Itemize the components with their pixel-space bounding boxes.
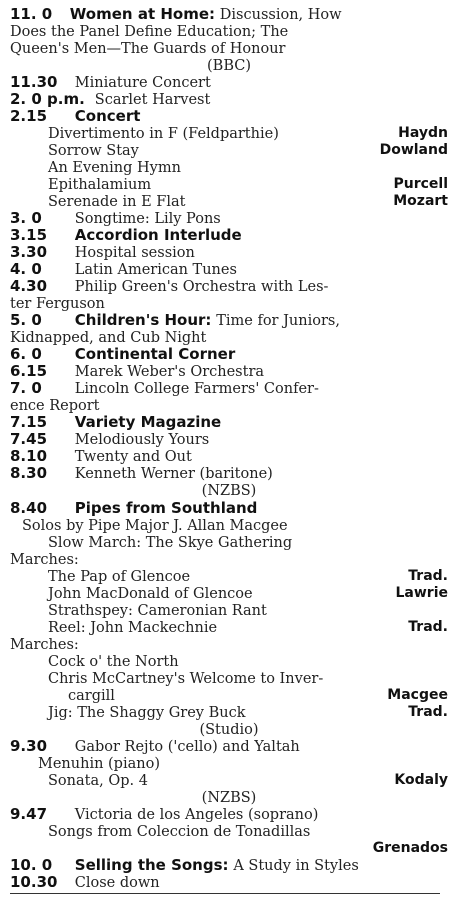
listing-line xyxy=(10,193,448,210)
time: 8.30 xyxy=(10,464,48,482)
programme-text: Sorrow Stay xyxy=(48,143,139,159)
listing-line xyxy=(10,278,448,295)
programme-text: Epithalamium xyxy=(48,177,152,193)
listing-line xyxy=(10,40,448,57)
listing-line xyxy=(10,500,448,517)
listing-line xyxy=(10,312,448,329)
listing-line xyxy=(10,295,448,312)
time: 7. 0 xyxy=(10,379,42,397)
listing-line xyxy=(10,108,448,125)
composer: Purcell xyxy=(393,176,448,192)
listing-line xyxy=(10,636,448,653)
time: 7.15 xyxy=(10,413,48,431)
listing-line xyxy=(10,738,448,755)
listing-line xyxy=(10,551,448,568)
listing-line xyxy=(10,465,448,482)
programme-text: Scarlet Harvest xyxy=(94,92,211,108)
programme-text: Discussion, How xyxy=(219,7,342,23)
composer: Trad. xyxy=(408,619,448,635)
listing-line xyxy=(10,517,448,534)
composer: Grenados xyxy=(372,840,448,856)
programme-text: John MacDonald of Glencoe xyxy=(48,586,253,602)
programme-text: An Evening Hymn xyxy=(48,160,181,176)
programme-text: Latin American Tunes xyxy=(74,262,237,278)
programme-text: ter Ferguson xyxy=(10,296,105,312)
programme-text: Close down xyxy=(74,875,160,891)
programme-text: Marek Weber's Orchestra xyxy=(74,364,265,380)
time: 7.45 xyxy=(10,430,48,448)
programme-text: Cock o' the North xyxy=(48,654,179,670)
programme-text: Lincoln College Farmers' Confer- xyxy=(74,381,319,397)
time: 4.30 xyxy=(10,277,48,295)
programme-text: The Pap of Glencoe xyxy=(48,569,191,585)
programme-text: Melodiously Yours xyxy=(74,432,210,448)
programme-text: Sonata, Op. 4 xyxy=(48,773,148,789)
listing-line xyxy=(10,6,448,23)
listing-line xyxy=(10,704,448,721)
programme-text: Reel: John Mackechnie xyxy=(48,620,218,636)
time: 10.30 xyxy=(10,873,58,891)
programme-title: Variety Magazine xyxy=(74,413,222,431)
time: 2. 0 p.m. xyxy=(10,90,85,108)
listing-line xyxy=(10,806,448,823)
listing-line xyxy=(10,772,448,789)
listing-line xyxy=(10,346,448,363)
listing-line xyxy=(10,619,448,636)
programme-text: Slow March: The Skye Gathering xyxy=(48,535,293,551)
time: 9.30 xyxy=(10,737,48,755)
listing-line xyxy=(10,602,448,619)
programme-text: Songtime: Lily Pons xyxy=(74,211,221,227)
time: 6. 0 xyxy=(10,345,42,363)
listing-line xyxy=(10,414,448,431)
listing-line xyxy=(10,448,448,465)
listing-line xyxy=(10,227,448,244)
listing-line xyxy=(10,23,448,40)
time: 8.40 xyxy=(10,499,48,517)
listing-line xyxy=(10,534,448,551)
programme-text: (BBC) xyxy=(207,58,251,74)
listing-line xyxy=(10,176,448,193)
time: 9.47 xyxy=(10,805,48,823)
time: 5. 0 xyxy=(10,311,42,329)
time: 6.15 xyxy=(10,362,48,380)
composer: Trad. xyxy=(408,704,448,720)
listing-line xyxy=(10,482,448,499)
programme-text: Serenade in E Flat xyxy=(48,194,186,210)
listing-line xyxy=(10,329,448,346)
composer: Kodaly xyxy=(394,772,448,788)
programme-text: Songs from Coleccion de Tonadillas xyxy=(48,824,311,840)
programme-text: Strathspey: Cameronian Rant xyxy=(48,603,267,619)
listing-line xyxy=(10,91,448,108)
programme-title: Women at Home: xyxy=(69,5,215,23)
bottom-rule xyxy=(10,893,440,894)
listing-line xyxy=(10,857,448,874)
programme-text: A Study in Styles xyxy=(233,858,359,874)
programme-text: Victoria de los Angeles (soprano) xyxy=(74,807,319,823)
programme-text: Philip Green's Orchestra with Les- xyxy=(74,279,329,295)
programme-title: Selling the Songs: xyxy=(74,856,229,874)
programme-text: Time for Juniors, xyxy=(216,313,340,329)
time: 4. 0 xyxy=(10,260,42,278)
composer: Lawrie xyxy=(395,585,448,601)
listing-line xyxy=(10,687,448,704)
composer: Trad. xyxy=(408,568,448,584)
programme-text: Hospital session xyxy=(74,245,195,261)
listing-line xyxy=(10,74,448,91)
time: 11. 0 xyxy=(10,5,53,23)
listing-line xyxy=(10,431,448,448)
programme-text: (NZBS) xyxy=(201,790,257,806)
programme-title: Children's Hour: xyxy=(74,311,212,329)
programme-text: Queen's Men—The Guards of Honour xyxy=(10,41,286,57)
listing-line xyxy=(10,840,448,857)
programme-text: Divertimento in F (Feldparthie) xyxy=(48,126,279,142)
listing-line xyxy=(10,380,448,397)
programme-text: (NZBS) xyxy=(201,483,257,499)
programme-title: Pipes from Southland xyxy=(74,499,258,517)
composer: Haydn xyxy=(398,125,448,141)
listing-line xyxy=(10,57,448,74)
programme-title: Concert xyxy=(74,107,141,125)
programme-text: Marches: xyxy=(10,637,79,653)
time: 10. 0 xyxy=(10,856,53,874)
listing-line xyxy=(10,789,448,806)
listing-line xyxy=(10,823,448,840)
composer: Macgee xyxy=(387,687,448,703)
programme-text: Does the Panel Define Education; The xyxy=(10,24,289,40)
programme-title: Accordion Interlude xyxy=(74,226,242,244)
listing-line xyxy=(10,585,448,602)
listing-line xyxy=(10,159,448,176)
time: 2.15 xyxy=(10,107,48,125)
composer: Dowland xyxy=(379,142,448,158)
programme-text: Kidnapped, and Cub Night xyxy=(10,330,207,346)
programme-text: cargill xyxy=(68,688,115,704)
programme-text: ence Report xyxy=(10,398,100,414)
listing-line xyxy=(10,721,448,738)
programme-text: (Studio) xyxy=(199,722,259,738)
programme-text: Twenty and Out xyxy=(74,449,192,465)
listing-line xyxy=(10,653,448,670)
listing-line xyxy=(10,244,448,261)
time: 3.15 xyxy=(10,226,48,244)
listing-line xyxy=(10,568,448,585)
listing-line xyxy=(10,210,448,227)
programme-text: Miniature Concert xyxy=(74,75,211,91)
listing-line xyxy=(10,755,448,772)
time: 3.30 xyxy=(10,243,48,261)
programme-text: Jig: The Shaggy Grey Buck xyxy=(48,705,246,721)
listing-line xyxy=(10,397,448,414)
programme-text: Chris McCartney's Welcome to Inver- xyxy=(48,671,324,687)
programme-text: Menuhin (piano) xyxy=(38,756,160,772)
programme-text: Solos by Pipe Major J. Allan Macgee xyxy=(22,518,288,534)
listing-line xyxy=(10,142,448,159)
programme-text: Kenneth Werner (baritone) xyxy=(74,466,273,482)
programme-text: Gabor Rejto ('cello) and Yaltah xyxy=(74,739,300,755)
composer: Mozart xyxy=(393,193,448,209)
programme-text: Marches: xyxy=(10,552,79,568)
listing-line xyxy=(10,670,448,687)
listing-line xyxy=(10,363,448,380)
time: 3. 0 xyxy=(10,209,42,227)
listing-line xyxy=(10,125,448,142)
time: 11.30 xyxy=(10,73,58,91)
programme-title: Continental Corner xyxy=(74,345,236,363)
listing-line xyxy=(10,874,448,891)
time: 8.10 xyxy=(10,447,48,465)
listing-line xyxy=(10,261,448,278)
